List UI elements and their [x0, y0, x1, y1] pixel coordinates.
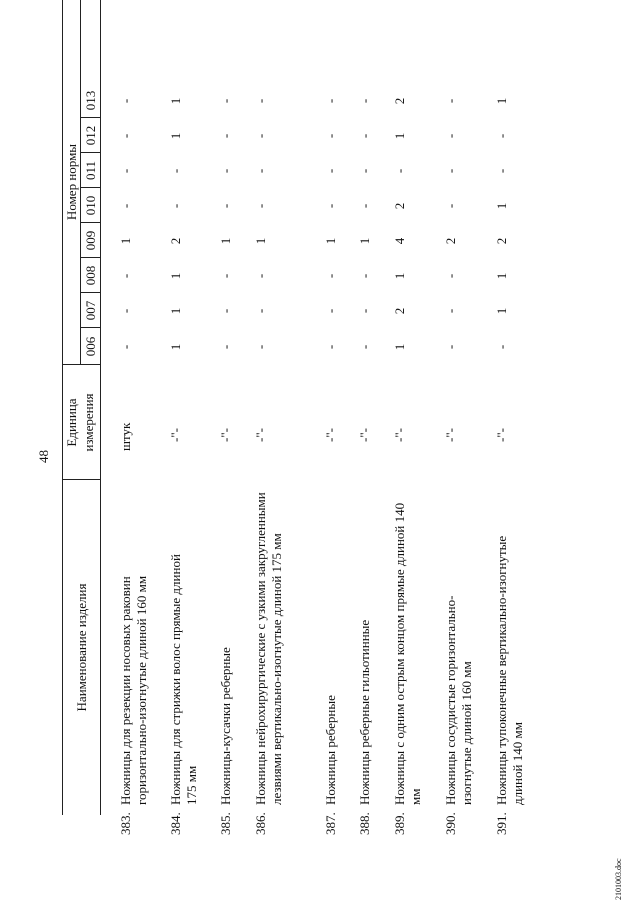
row-value-013: - — [323, 98, 338, 104]
row-name: Ножницы реберные гильотинные — [357, 619, 372, 805]
row-value-011: - — [168, 168, 183, 174]
row-value-006: - — [494, 344, 509, 350]
header-unit-line1: Единица — [64, 398, 79, 447]
row-value-007: - — [118, 308, 133, 314]
row-value-010: - — [357, 203, 372, 209]
row-value-012: - — [218, 133, 233, 139]
row-value-010: - — [218, 203, 233, 209]
header-bottom-border — [100, 0, 101, 815]
row-number: 386. — [253, 812, 268, 835]
row-value-008: - — [357, 273, 372, 279]
row-unit: -"- — [392, 428, 407, 442]
row-value-006: - — [443, 344, 458, 350]
header-unit-line2: измерения — [81, 393, 96, 452]
row-value-006: - — [323, 344, 338, 350]
row-number: 385. — [218, 812, 233, 835]
row-value-006: - — [218, 344, 233, 350]
row-value-011: - — [218, 168, 233, 174]
row-value-011: - — [357, 168, 372, 174]
row-value-009: 1 — [253, 237, 268, 245]
row-value-009: 4 — [392, 237, 407, 245]
row-name: Ножницы сосудистые горизонтально-изогнутые длиной 160 мм — [443, 595, 474, 805]
row-value-009: 2 — [443, 237, 458, 245]
row-value-012: - — [323, 133, 338, 139]
row-value-013: - — [118, 98, 133, 104]
row-name: Ножницы реберные — [323, 695, 338, 805]
row-unit: -"- — [168, 428, 183, 442]
row-value-012: 1 — [392, 132, 407, 140]
row-value-010: - — [253, 203, 268, 209]
row-value-013: - — [218, 98, 233, 104]
row-value-012: 1 — [168, 132, 183, 140]
row-value-010: - — [443, 203, 458, 209]
row-unit: -"- — [323, 428, 338, 442]
row-value-011: - — [494, 168, 509, 174]
row-name: Ножницы для резекции носовых раковин горизонтально-изогнутые длиной 160 мм — [118, 575, 149, 805]
row-unit: -"- — [253, 428, 268, 442]
row-value-013: 1 — [494, 97, 509, 105]
row-value-012: - — [253, 133, 268, 139]
header-norm-013: 013 — [83, 90, 98, 111]
row-value-006: - — [118, 344, 133, 350]
row-value-007: - — [323, 308, 338, 314]
header-norm-007: 007 — [83, 300, 98, 321]
row-value-007: 1 — [494, 307, 509, 315]
row-name: Ножницы с одним острым концом прямые длиной 140 мм — [392, 502, 423, 805]
row-value-007: 1 — [168, 307, 183, 315]
row-value-006: 1 — [168, 343, 183, 351]
row-value-007: - — [357, 308, 372, 314]
row-number: 383. — [118, 812, 133, 835]
row-value-011: - — [253, 168, 268, 174]
row-value-010: 2 — [392, 202, 407, 210]
norm-group-underline — [80, 0, 81, 365]
row-value-008: - — [118, 273, 133, 279]
row-value-008: - — [253, 273, 268, 279]
row-number: 384. — [168, 812, 183, 835]
row-number: 389. — [392, 812, 407, 835]
row-value-008: - — [323, 273, 338, 279]
row-unit: -"- — [494, 428, 509, 442]
row-value-007: - — [253, 308, 268, 314]
row-unit: -"- — [218, 428, 233, 442]
row-value-013: 2 — [392, 97, 407, 105]
header-norm-011: 011 — [83, 160, 98, 181]
row-value-008: - — [218, 273, 233, 279]
row-value-006: 1 — [392, 343, 407, 351]
row-value-013: - — [357, 98, 372, 104]
header-norm-010: 010 — [83, 195, 98, 216]
row-number: 391. — [494, 812, 509, 835]
row-value-009: 1 — [357, 237, 372, 245]
row-value-008: 1 — [494, 272, 509, 280]
header-norm-008: 008 — [83, 265, 98, 286]
row-value-012: - — [118, 133, 133, 139]
footer-file-name: 2101003.doc — [614, 858, 623, 900]
row-value-009: 1 — [323, 237, 338, 245]
row-value-009: 1 — [118, 237, 133, 245]
row-value-008: 1 — [168, 272, 183, 280]
row-value-013: - — [443, 98, 458, 104]
row-value-006: - — [357, 344, 372, 350]
row-value-009: 2 — [494, 237, 509, 245]
row-value-011: - — [323, 168, 338, 174]
row-value-011: - — [118, 168, 133, 174]
row-unit: -"- — [357, 428, 372, 442]
row-value-011: - — [443, 168, 458, 174]
row-value-012: - — [443, 133, 458, 139]
row-value-011: - — [392, 168, 407, 174]
row-value-010: 1 — [494, 202, 509, 210]
table-top-border — [62, 0, 63, 815]
row-name: Ножницы для стрижки волос прямые длиной 175 мм — [168, 554, 199, 805]
row-value-009: 2 — [168, 237, 183, 245]
row-value-009: 1 — [218, 237, 233, 245]
header-norm-009: 009 — [83, 230, 98, 251]
row-value-010: - — [168, 203, 183, 209]
row-number: 387. — [323, 812, 338, 835]
row-unit: -"- — [443, 428, 458, 442]
header-name-col: Наименование изделия — [74, 583, 89, 712]
row-unit: штук — [118, 422, 133, 451]
row-value-007: - — [443, 308, 458, 314]
row-value-007: 2 — [392, 307, 407, 315]
row-value-007: - — [218, 308, 233, 314]
row-value-012: - — [357, 133, 372, 139]
row-number: 388. — [357, 812, 372, 835]
row-value-010: - — [118, 203, 133, 209]
header-norm-group: Номер нормы — [64, 143, 79, 221]
row-value-006: - — [253, 344, 268, 350]
row-value-013: 1 — [168, 97, 183, 105]
row-value-010: - — [323, 203, 338, 209]
row-name: Ножницы тупоконечные вертикально-изогнутые длиной 140 мм — [494, 535, 525, 805]
row-value-008: 1 — [392, 272, 407, 280]
row-value-012: - — [494, 133, 509, 139]
row-value-013: - — [253, 98, 268, 104]
header-norm-006: 006 — [83, 336, 98, 357]
row-name: Ножницы-кусачки реберные — [218, 647, 233, 805]
row-value-008: - — [443, 273, 458, 279]
page-number: 48 — [36, 450, 51, 463]
header-norm-012: 012 — [83, 125, 98, 146]
row-number: 390. — [443, 812, 458, 835]
row-name: Ножницы нейрохирургические с узкими закругленными лезвиями вертикально-изогнутые длиной 175 мм — [253, 492, 284, 805]
